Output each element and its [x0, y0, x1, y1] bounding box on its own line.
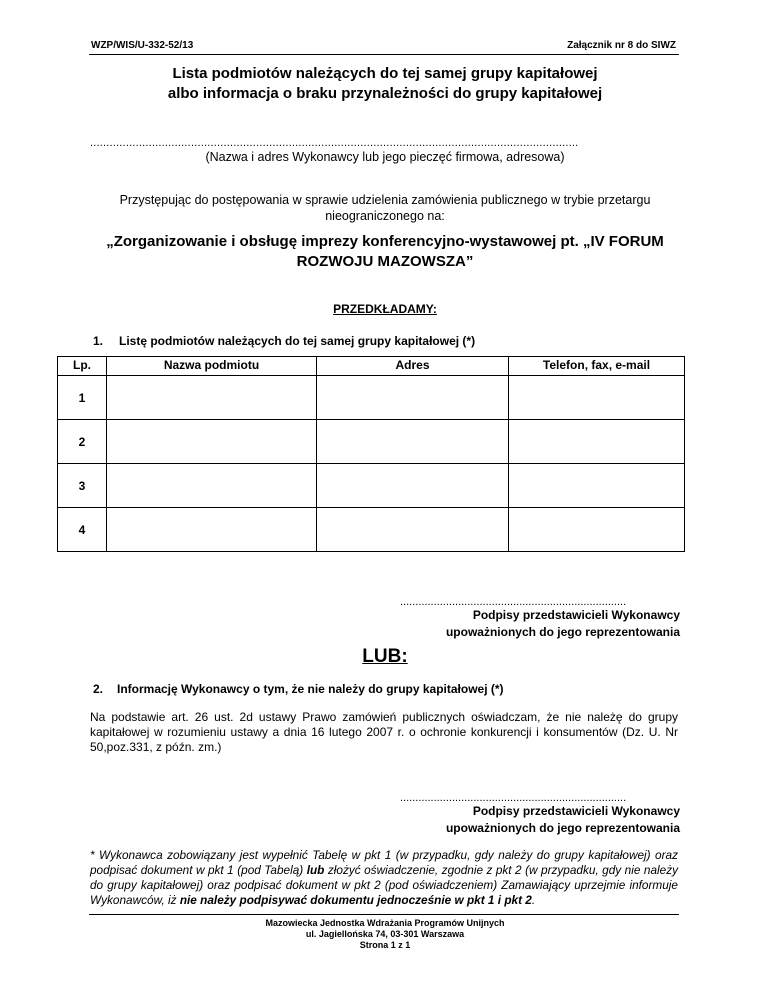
- document-reference: WZP/WIS/U-332-52/13: [91, 40, 194, 51]
- or-heading: LUB:: [362, 646, 408, 667]
- signature-caption-line-1: Podpisy przedstawicieli Wykonawcy: [472, 608, 680, 622]
- declaration-text: Na podstawie art. 26 ust. 2d ustawy Prawo zamówień publicznych oświadczam, że nie należę do grupy kapitałowej w rozumieniu ustawy a dnia 16 lutego 2007 r. o ochronie konkurencji i konsumentów (Dz. U. Nr 50,poz.331, z późn. zm.): [90, 710, 678, 754]
- contact-cell[interactable]: [509, 508, 685, 552]
- section-2-text: Informację Wykonawcy o tym, że nie należy do grupy kapitałowej (*): [117, 682, 504, 696]
- name-cell[interactable]: [107, 464, 317, 508]
- footnote-part-2: złożyć oświadczenie, zgodnie z pkt 2 (w przypadku, gdy nie należy do grupy kapitałowej) oraz podpisać dokument w pkt 2 (pod oświadczeniem) Zamawiający uprzejmie informuje Wykonawców, iż: [90, 863, 678, 907]
- table-row: [58, 508, 685, 552]
- column-header-lp: Lp.: [58, 357, 107, 376]
- footer-divider: [89, 914, 679, 915]
- contract-subject: „Zorganizowanie i obsługę imprezy konferencyjno-wystawowej pt. „IV FORUM ROZWOJU MAZOWSZA”: [106, 233, 664, 270]
- name-cell[interactable]: [107, 420, 317, 464]
- title-line-1: Lista podmiotów należących do tej samej grupy kapitałowej: [172, 65, 598, 82]
- footer-page-number: Strona 1 z 1: [359, 940, 411, 950]
- section-2-heading: [93, 682, 504, 696]
- title-line-2: albo informacja o braku przynależności do grupy kapitałowej: [167, 85, 603, 102]
- row-number: 1: [58, 376, 107, 420]
- footer-organization: Mazowiecka Jednostka Wdrażania Programów Unijnych: [265, 918, 505, 928]
- signature-caption-line-2: upoważnionych do jego reprezentowania: [445, 821, 680, 835]
- footnote: [90, 848, 678, 908]
- signature-line-1[interactable]: ..........................................................................: [400, 596, 627, 608]
- column-header-contact: Telefon, fax, e-mail: [509, 357, 685, 376]
- contact-cell[interactable]: [509, 464, 685, 508]
- signature-caption-1: [400, 607, 680, 641]
- table-row: [58, 464, 685, 508]
- table-header-row: [58, 357, 685, 376]
- table-row: [58, 376, 685, 420]
- section-1-text: Listę podmiotów należących do tej samej grupy kapitałowej (*): [119, 334, 476, 348]
- intro-text: Przystępując do postępowania w sprawie udzielenia zamówienia publicznego w trybie przetargu nieograniczonego na:: [119, 193, 651, 223]
- footnote-part-1: * Wykonawca zobowiązany jest wypełnić Tabelę w pkt 1 (w przypadku, gdy należy do grupy kapitałowej) oraz podpisać dokument w pkt 1 (pod Tabelą): [90, 848, 678, 877]
- capital-group-table: [57, 356, 685, 552]
- attachment-label: Załącznik nr 8 do SIWZ: [567, 40, 676, 51]
- submit-heading: PRZEDKŁADAMY:: [333, 302, 437, 316]
- address-cell[interactable]: [317, 464, 509, 508]
- row-number: 3: [58, 464, 107, 508]
- contact-cell[interactable]: [509, 420, 685, 464]
- signature-line-2[interactable]: ..........................................................................: [400, 792, 627, 804]
- row-number: 4: [58, 508, 107, 552]
- section-2-number: 2.: [93, 682, 104, 696]
- row-number: 2: [58, 420, 107, 464]
- footnote-bold-warning: nie należy podpisywać dokumentu jednocześnie w pkt 1 i pkt 2: [179, 893, 532, 907]
- signature-caption-line-1: Podpisy przedstawicieli Wykonawcy: [472, 804, 680, 818]
- contractor-name-field[interactable]: ......................................................................................................................................................: [90, 137, 579, 149]
- name-cell[interactable]: [107, 508, 317, 552]
- section-1-heading: [93, 334, 475, 348]
- section-1-number: 1.: [93, 334, 104, 348]
- page-footer: [90, 918, 680, 951]
- signature-caption-2: [400, 803, 680, 837]
- footnote-end: .: [531, 893, 536, 907]
- document-title: [90, 64, 680, 104]
- contact-cell[interactable]: [509, 376, 685, 420]
- header-divider: [89, 54, 679, 55]
- address-cell[interactable]: [317, 420, 509, 464]
- column-header-name: Nazwa podmiotu: [107, 357, 317, 376]
- footnote-bold-or: lub: [306, 863, 325, 877]
- address-cell[interactable]: [317, 376, 509, 420]
- column-header-address: Adres: [317, 357, 509, 376]
- footer-address: ul. Jagiellońska 74, 03-301 Warszawa: [305, 929, 465, 939]
- signature-caption-line-2: upoważnionych do jego reprezentowania: [445, 625, 680, 639]
- address-cell[interactable]: [317, 508, 509, 552]
- name-cell[interactable]: [107, 376, 317, 420]
- table-row: [58, 420, 685, 464]
- contractor-caption: (Nazwa i adres Wykonawcy lub jego pieczęć firmowa, adresowa): [205, 150, 565, 164]
